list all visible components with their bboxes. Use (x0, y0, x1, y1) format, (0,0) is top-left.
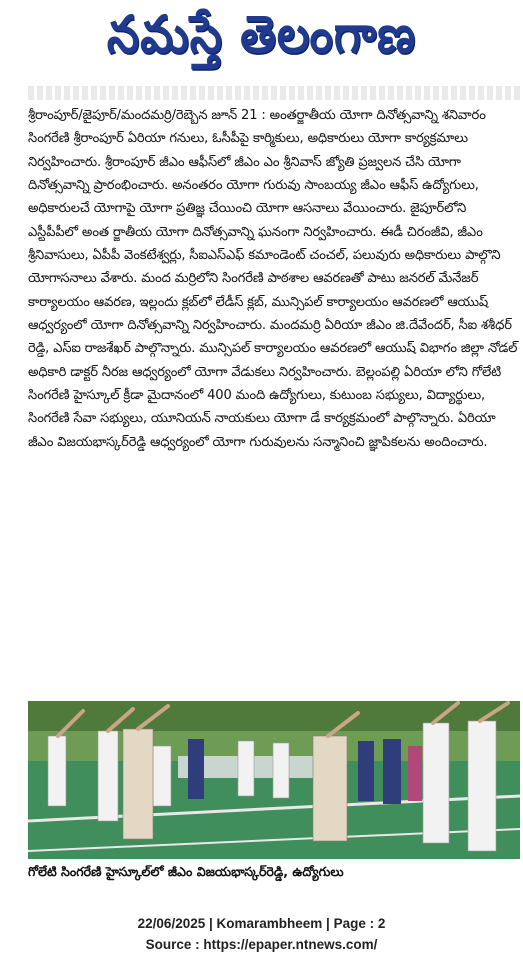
faded-header-strip (28, 86, 522, 100)
masthead-title: నమస్తే తెలంగాణ (106, 4, 417, 65)
footer-source-link[interactable]: Source : https://epaper.ntnews.com/ (145, 937, 378, 952)
masthead (0, 0, 523, 82)
article-body: శ్రీరాంపూర్/జైపూర్/మందమర్రి/రెబ్బెన జూన్ 21 : అంతర్జాతీయ యోగా దినోత్సవాన్ని శనివారం సింగరేణి శ్రీరాంపూర్ ఏరియా గనులు, ఓసీపీపై కార్మికులు, అధికారులు యోగా కార్యక్రమాలు నిర్వహించారు. శ్రీరాంపూర్ జీఎం ఆఫీస్‌లో జీఎం ఎం శ్రీనివాస్ జ్యోతి ప్రజ్వలన చేసి యోగా దినోత్సవాన్ని ప్రారంభించారు. అనంతరం యోగా గురువు సాంబయ్య జీఎం ఆఫీస్ ఉద్యోగులు, అధికారులచే యోగాపై యోగా ప్రతిజ్ఞ చేయించి యోగా ఆసనాలు వేయించారు. జైపూర్‌లోని ఎస్టీపీపీలో అంత ర్జాతీయ యోగా దినోత్సవాన్ని ఘనంగా నిర్వహించారు. ఈడీ చిరంజీవి, జీఎం శ్రీనివాసులు, ఏపీపీ వెంకటేశ్వర్లు, సీఐఎస్ఎఫ్ కమాండెంట్ చంచల్, పలువురు అధికారులు పాల్గొని యోగాసనాలు వేశారు. మంద మర్రిలోని సింగరేణి పాఠశాల ఆవరణతో పాటు జనరల్ మేనేజర్ కార్యాలయం ఆవరణ, ఇల్లందు క్లబ్‌లో లేడీస్ క్లబ్, మున్సిపల్ కార్యాలయం ఆవరణలో ఆయుష్ ఆధ్వర్యంలో యోగా దినోత్సవాన్ని నిర్వహించారు. మందమర్రి ఏరియా జీఎం జి.దేవేందర్, సీఐ శశీధర్ రెడ్డి, ఎస్ఐ రాజశేఖర్ పాల్గొన్నారు. మున్సిపల్ కార్యాలయం ఆవరణలో ఆయుష్ విభాగం జిల్లా నోడల్ అధికారి డాక్టర్ నీరజ ఆధ్వర్యంలో యోగా వేడుకలు నిర్వహించారు. బెల్లంపల్లి ఏరియా లోని గోలేటి సింగరేణి హైస్కూల్ క్రీడా మైదానంలో 400 మంది ఉద్యోగులు, కుటుంబ సభ్యులు, విద్యార్థులు, సింగరేణి సేవా సభ్యులు, యూనియన్ నాయకులు యోగా డే కార్యక్రమంలో పాల్గొన్నారు. ఏరియా జీఎం విజయభాస్కర్‌రెడ్డి ఆధ్వర్యంలో యోగా గురువులను సన్మానించి జ్ఞాపికలను అందించారు. (28, 108, 522, 450)
yoga-photo (28, 701, 520, 859)
photo-caption: గోలేటి సింగరేణి హైస్కూల్‌లో జీఎం విజయభాస్కర్‌రెడ్డి, ఉద్యోగులు (28, 864, 344, 879)
yoga-photo-illustration (28, 701, 520, 859)
footer-date-edition: 22/06/2025 | Komarambheem | Page : 2 (137, 916, 386, 931)
